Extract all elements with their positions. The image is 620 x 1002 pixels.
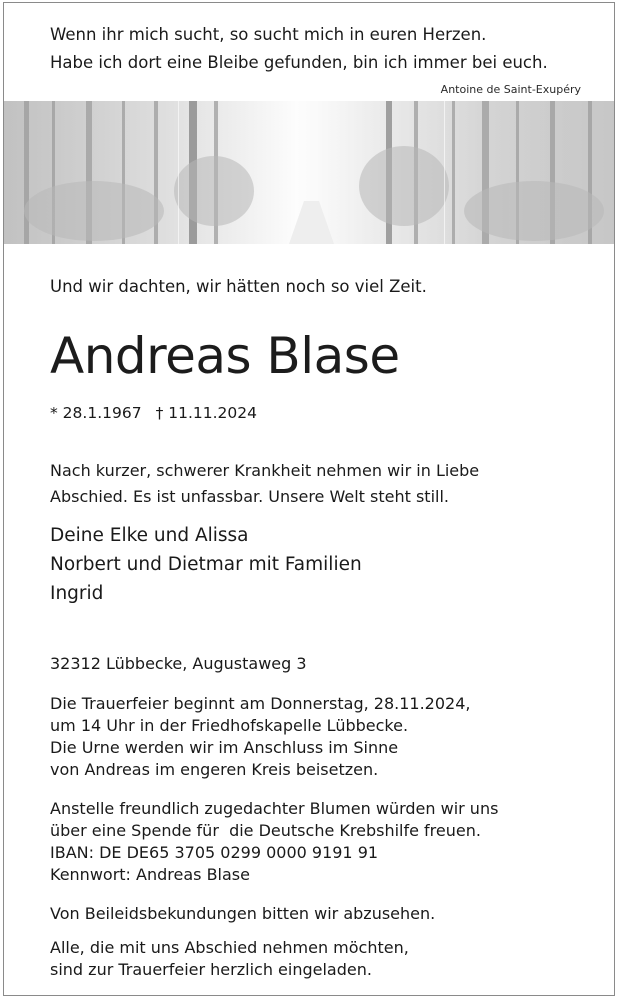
family-line-3: Ingrid: [50, 583, 104, 604]
intro-text: [50, 458, 604, 510]
death-date: † 11.11.2024: [155, 404, 257, 422]
intro-line-2: Abschied. Es ist unfassbar. Unsere Welt steht still.: [50, 487, 449, 506]
ceremony-info: [50, 693, 604, 781]
quote-line-1: Wenn ihr mich sucht, so sucht mich in euren Herzen.: [50, 25, 487, 44]
ceremony-line-4: von Andreas im engeren Kreis beisetzen.: [50, 760, 379, 779]
intro-line-1: Nach kurzer, schwerer Krankheit nehmen wir in Liebe: [50, 461, 480, 480]
life-dates: [50, 402, 604, 424]
condolences-note: Von Beileidsbekundungen bitten wir abzusehen.: [50, 904, 436, 923]
invitation: [50, 937, 604, 981]
donation-iban: IBAN: DE DE65 3705 0299 0000 9191 91: [50, 843, 379, 862]
invitation-line-2: sind zur Trauerfeier herzlich eingeladen.: [50, 960, 372, 979]
deceased-name: Andreas Blase: [50, 327, 400, 385]
family-line-1: Deine Elke und Alissa: [50, 525, 249, 546]
ceremony-line-3: Die Urne werden wir im Anschluss im Sinne: [50, 738, 399, 757]
donation-line-2: über eine Spende für die Deutsche Krebshilfe freuen.: [50, 821, 481, 840]
quote: [50, 21, 604, 77]
birth-date: * 28.1.1967: [50, 404, 142, 422]
quote-line-2: Habe ich dort eine Bleibe gefunden, bin ich immer bei euch.: [50, 53, 548, 72]
forest-image: [4, 101, 614, 244]
donation-keyword: Kennwort: Andreas Blase: [50, 865, 250, 884]
forest-banner-image: [4, 101, 614, 244]
family-members: [50, 521, 604, 608]
obituary-notice: [3, 2, 615, 996]
tagline: Und wir dachten, wir hätten noch so viel Zeit.: [50, 277, 427, 296]
ceremony-line-2: um 14 Uhr in der Friedhofskapelle Lübbecke.: [50, 716, 409, 735]
donation-info: [50, 798, 604, 886]
invitation-line-1: Alle, die mit uns Abschied nehmen möchten,: [50, 938, 409, 957]
donation-line-1: Anstelle freundlich zugedachter Blumen würden wir uns: [50, 799, 499, 818]
family-line-2: Norbert und Dietmar mit Familien: [50, 554, 362, 575]
ceremony-line-1: Die Trauerfeier beginnt am Donnerstag, 28.11.2024,: [50, 694, 471, 713]
quote-author: Antoine de Saint-Exupéry: [440, 83, 581, 96]
address: 32312 Lübbecke, Augustaweg 3: [50, 654, 307, 673]
